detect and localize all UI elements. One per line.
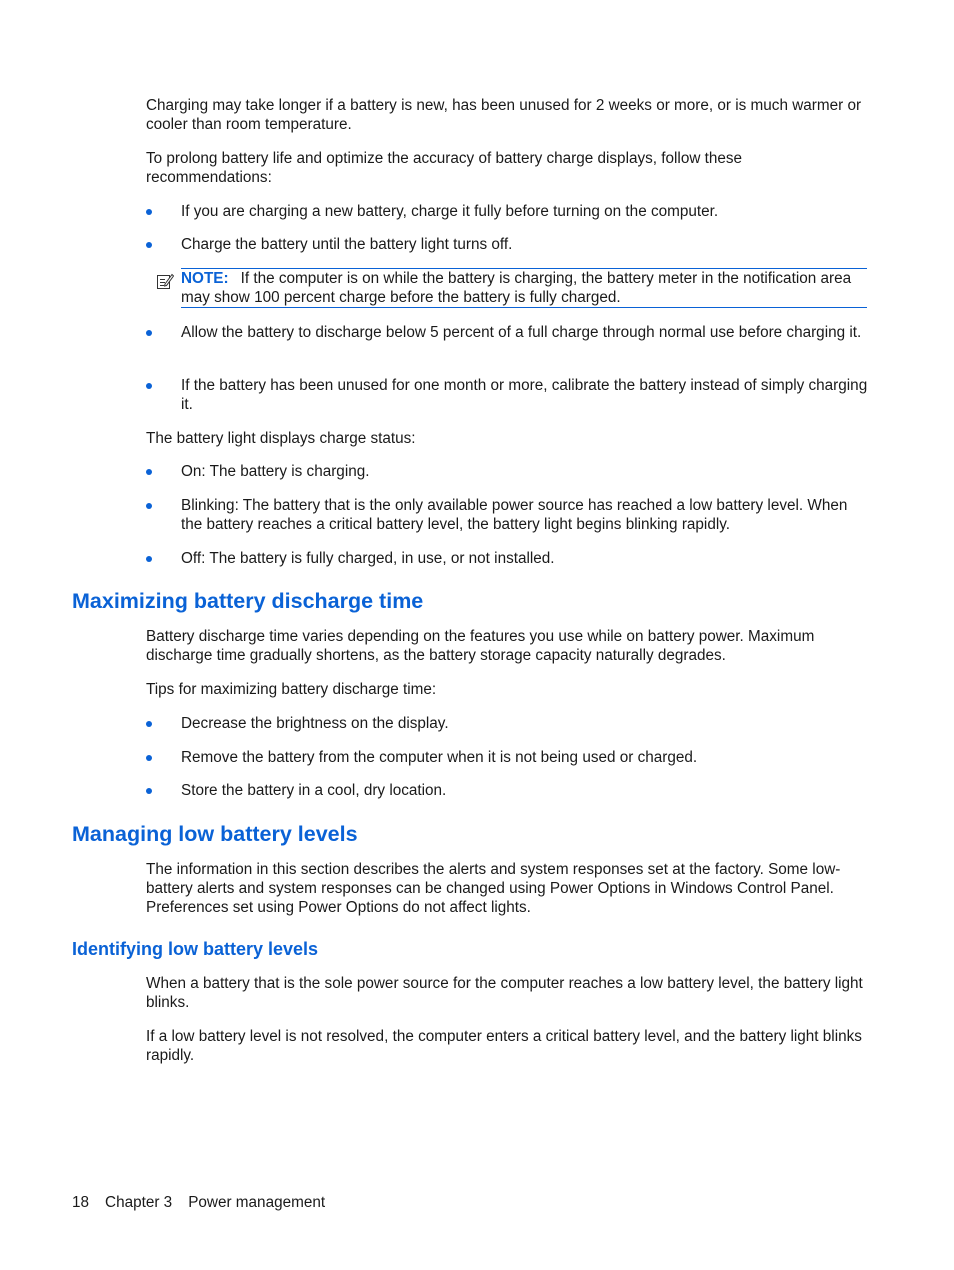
page-number: 18 — [72, 1194, 90, 1211]
bullet-icon — [146, 209, 152, 215]
list-item — [146, 748, 870, 767]
list-item-text: Blinking: The battery that is the only available power source has reached a low battery level. When the battery reaches a critical battery level, the battery light begins blinking rapidly. — [181, 497, 848, 534]
list-item-text: Store the battery in a cool, dry location. — [181, 782, 447, 799]
bullet-icon — [146, 721, 152, 727]
note-label: NOTE: — [181, 270, 229, 287]
list-item-text: Off: The battery is fully charged, in use, or not installed. — [181, 550, 555, 567]
light-status-intro: The battery light displays charge status: — [146, 430, 416, 447]
bullet-icon — [146, 469, 152, 475]
list-item-text: Charge the battery until the battery light turns off. — [181, 236, 513, 253]
section-heading-maximizing: Maximizing battery discharge time — [72, 589, 424, 613]
list-item-text: If the battery has been unused for one month or more, calibrate the battery instead of simply charging it. — [181, 377, 868, 414]
identifying-paragraph-2: If a low battery level is not resolved, the computer enters a critical battery level, and the battery light blinks rapidly. — [146, 1028, 862, 1065]
list-item-text: On: The battery is charging. — [181, 463, 370, 480]
chapter-label: Chapter 3 — [105, 1194, 173, 1211]
list-item — [146, 376, 870, 414]
list-item — [146, 496, 870, 534]
bullet-icon — [146, 330, 152, 336]
list-item — [146, 714, 870, 733]
bullet-icon — [146, 242, 152, 248]
page-footer — [72, 1193, 341, 1212]
charging-paragraph: Charging may take longer if a battery is new, has been unused for 2 weeks or more, or is much warmer or cooler than room temperature. — [146, 97, 862, 134]
list-item-text: Remove the battery from the computer when it is not being used or charged. — [181, 749, 698, 766]
bullet-icon — [146, 503, 152, 509]
section-heading-managing: Managing low battery levels — [72, 822, 358, 846]
bullet-icon — [146, 556, 152, 562]
bullet-icon — [146, 788, 152, 794]
list-item — [146, 235, 870, 254]
maximizing-body: Battery discharge time varies depending on the features you use while on battery power. Maximum discharge time gradually shortens, as the battery storage capacity naturally degrades. — [146, 628, 815, 665]
note-text: If the computer is on while the battery is charging, the battery meter in the notification area may show 100 percent charge before the battery is fully charged. — [181, 270, 852, 307]
list-item-text: Allow the battery to discharge below 5 percent of a full charge through normal use before charging it. — [181, 324, 862, 341]
list-item — [146, 323, 870, 342]
note-bottom-rule — [181, 307, 867, 308]
tips-intro: Tips for maximizing battery discharge time: — [146, 681, 437, 698]
note-body — [181, 269, 867, 307]
list-item — [146, 202, 870, 221]
bullet-icon — [146, 383, 152, 389]
subsection-heading-identifying: Identifying low battery levels — [72, 939, 319, 959]
prolong-paragraph: To prolong battery life and optimize the accuracy of battery charge displays, follow these recommendations: — [146, 150, 743, 187]
bullet-icon — [146, 755, 152, 761]
list-item-text: If you are charging a new battery, charge it fully before turning on the computer. — [181, 203, 719, 220]
note-box — [146, 268, 867, 308]
note-pencil-icon — [156, 272, 174, 290]
list-item — [146, 781, 870, 800]
list-item — [146, 549, 870, 568]
identifying-paragraph-1: When a battery that is the sole power source for the computer reaches a low battery level, the battery light blinks. — [146, 975, 863, 1012]
list-item-text: Decrease the brightness on the display. — [181, 715, 449, 732]
list-item — [146, 462, 870, 481]
chapter-title: Power management — [188, 1194, 326, 1211]
managing-body: The information in this section describes the alerts and system responses set at the factory. Some low-battery alerts and system responses can be changed using Power Options in Windows Control Panel. Preferences set using Power Options do not affect lights. — [146, 861, 841, 917]
